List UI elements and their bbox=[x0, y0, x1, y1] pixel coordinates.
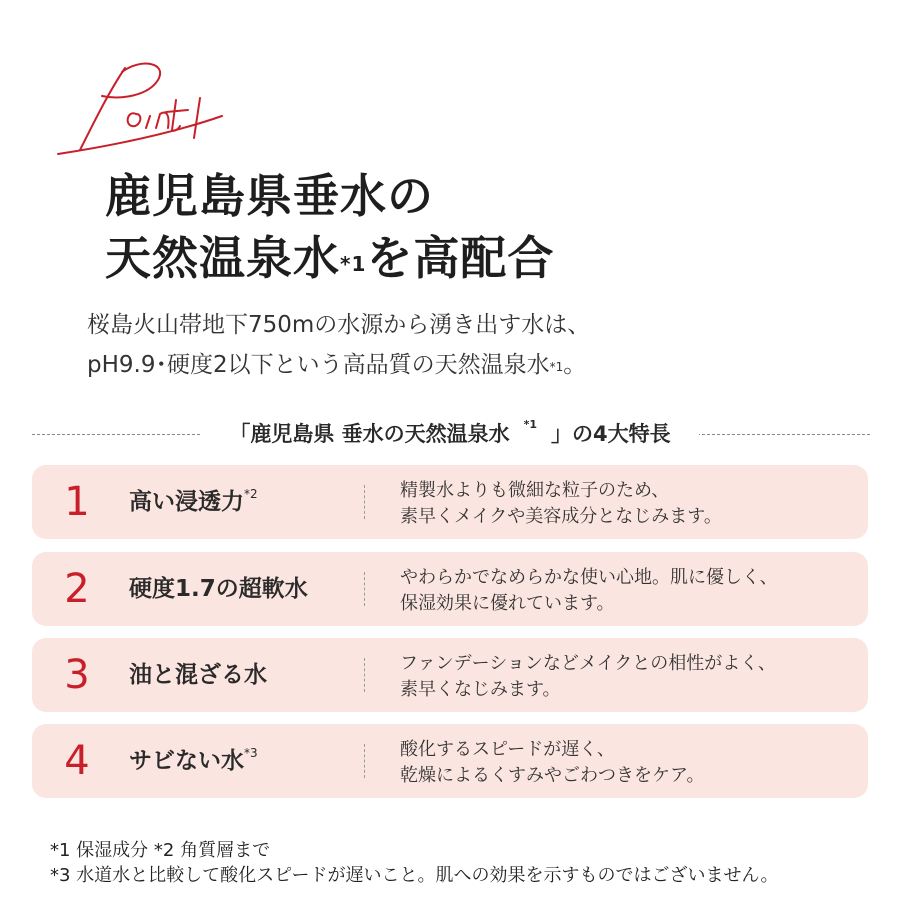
feature-label-text: 高い浸透力 bbox=[129, 489, 244, 515]
feature-label-text: 硬度1.7の超軟水 bbox=[129, 576, 308, 602]
feature-description-line-2: 素早くメイクや美容成分となじみます。 bbox=[400, 506, 722, 527]
title-line-1: 鹿児島県垂水の bbox=[105, 169, 434, 223]
footnote-marker: *3 bbox=[244, 746, 258, 760]
feature-divider bbox=[364, 658, 365, 692]
feature-divider bbox=[364, 744, 365, 778]
lead-line-1: 桜島火山帯地下750mの水源から湧き出す水は、 bbox=[87, 312, 591, 338]
feature-description bbox=[400, 478, 722, 530]
title-line-2 bbox=[105, 227, 554, 289]
feature-number: 4 bbox=[64, 738, 90, 784]
lead-line-2-main: pH9.9･硬度2以下という高品質の天然温泉水 bbox=[87, 352, 550, 378]
footnote-marker: *1 bbox=[340, 252, 367, 276]
point-1-logo bbox=[40, 50, 230, 160]
section-heading bbox=[0, 418, 900, 448]
feature-description bbox=[400, 651, 776, 703]
section-heading-main: 「鹿児島県 垂水の天然温泉水 bbox=[215, 422, 523, 446]
lead-paragraph bbox=[87, 305, 590, 385]
footnote-marker: *1 bbox=[549, 360, 564, 374]
feature-number: 1 bbox=[64, 479, 90, 525]
lead-line-2-tail: 。 bbox=[563, 352, 587, 378]
feature-description-line-1: やわらかでなめらかな使い心地。肌に優しく、 bbox=[400, 567, 778, 588]
feature-divider bbox=[364, 572, 365, 606]
feature-description-line-2: 乾燥によるくすみやごわつきをケア。 bbox=[400, 765, 705, 786]
footnote-marker: *1 bbox=[523, 418, 538, 431]
feature-description bbox=[400, 737, 705, 789]
feature-number: 3 bbox=[64, 652, 90, 698]
footnote-line-2: *3 水道水と比較して酸化スピードが遅いこと。肌への効果を示すものではございません。 bbox=[50, 865, 779, 886]
feature-description-line-1: ファンデーションなどメイクとの相性がよく、 bbox=[400, 653, 776, 674]
feature-label-text: 油と混ざる水 bbox=[129, 662, 267, 688]
feature-description-line-2: 素早くなじみます。 bbox=[400, 679, 561, 700]
page-title bbox=[105, 165, 554, 289]
feature-card-1 bbox=[32, 465, 868, 539]
lead-line-2 bbox=[87, 345, 590, 385]
feature-label bbox=[129, 552, 308, 626]
feature-card-2 bbox=[32, 552, 868, 626]
feature-label-text: サビない水 bbox=[129, 748, 244, 774]
feature-label bbox=[129, 638, 267, 712]
footnote-marker: *2 bbox=[244, 487, 258, 501]
footnotes bbox=[50, 838, 779, 888]
feature-description-line-2: 保湿効果に優れています。 bbox=[400, 593, 615, 614]
title-line-2-main: 天然温泉水 bbox=[105, 231, 340, 285]
feature-description-line-1: 酸化するスピードが遅く、 bbox=[400, 739, 615, 760]
feature-card-3 bbox=[32, 638, 868, 712]
feature-divider bbox=[364, 485, 365, 519]
section-heading-text bbox=[201, 418, 698, 446]
feature-description bbox=[400, 565, 778, 617]
feature-card-4 bbox=[32, 724, 868, 798]
feature-label bbox=[129, 465, 258, 539]
section-heading-tail: 」の4大特長 bbox=[537, 422, 685, 446]
footnote-line-1: *1 保湿成分 *2 角質層まで bbox=[50, 840, 271, 861]
feature-description-line-1: 精製水よりも微細な粒子のため、 bbox=[400, 480, 670, 501]
feature-label bbox=[129, 724, 258, 798]
feature-number: 2 bbox=[64, 566, 90, 612]
title-line-2-tail: を高配合 bbox=[366, 231, 555, 285]
